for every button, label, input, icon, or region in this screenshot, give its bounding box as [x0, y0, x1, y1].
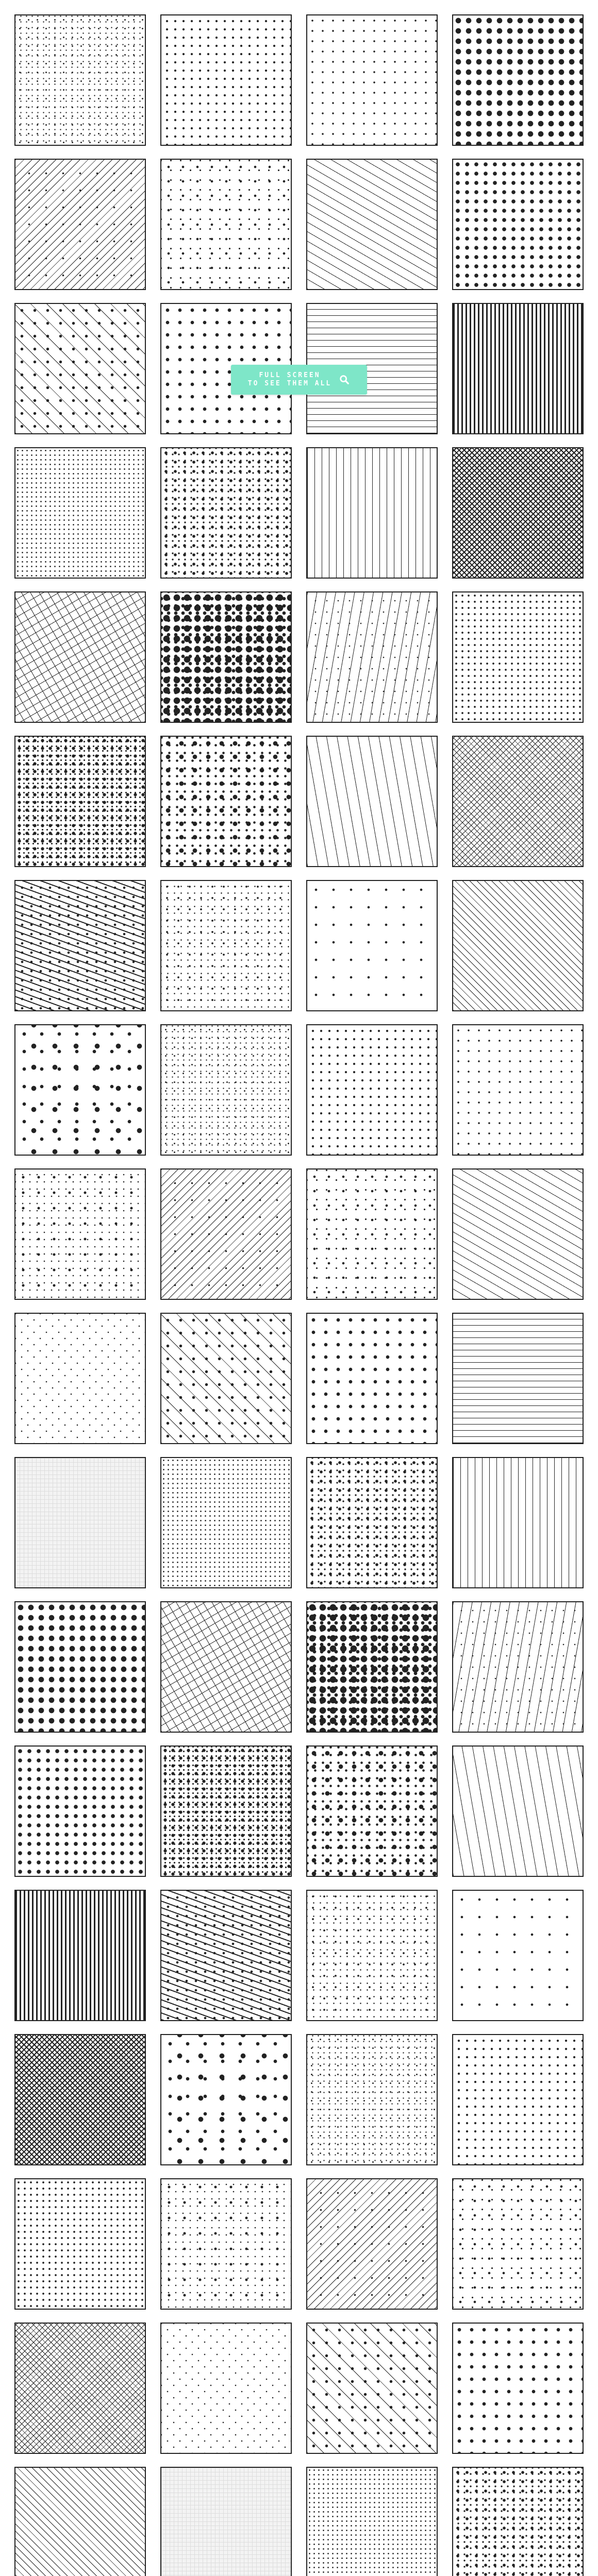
pattern-tile [14, 591, 146, 723]
full-screen-label-line2: TO SEE THEM ALL [247, 380, 332, 387]
pattern-tile [160, 1745, 292, 1877]
pattern-tile [306, 447, 438, 579]
pattern-tile [14, 447, 146, 579]
pattern-tile [452, 1601, 584, 1733]
pattern-tile [306, 1890, 438, 2021]
pattern-tile [452, 1457, 584, 1588]
pattern-tile [452, 1313, 584, 1444]
pattern-tile [452, 303, 584, 434]
pattern-tile [306, 1745, 438, 1877]
pattern-tile [452, 2178, 584, 2310]
pattern-tile [452, 2467, 584, 2576]
pattern-tile [452, 2323, 584, 2454]
pattern-tile [14, 1601, 146, 1733]
pattern-tile [14, 1745, 146, 1877]
pattern-tile [160, 1024, 292, 1156]
pattern-tile [452, 447, 584, 579]
pattern-tile [306, 1313, 438, 1444]
pattern-tile [160, 880, 292, 1011]
pattern-tile [160, 1890, 292, 2021]
pattern-tile [452, 1745, 584, 1877]
pattern-tile [306, 880, 438, 1011]
pattern-tile [14, 1890, 146, 2021]
pattern-tile [14, 2034, 146, 2165]
pattern-tile [452, 14, 584, 146]
pattern-tile [14, 736, 146, 867]
pattern-tile [160, 159, 292, 290]
pattern-tile [14, 880, 146, 1011]
pattern-tile [306, 591, 438, 723]
pattern-tile [160, 736, 292, 867]
pattern-tile [160, 591, 292, 723]
pattern-tile [306, 14, 438, 146]
pattern-tile [452, 591, 584, 723]
pattern-tile [452, 1024, 584, 1156]
pattern-tile [306, 1457, 438, 1588]
pattern-tile [306, 1601, 438, 1733]
pattern-tile [160, 1601, 292, 1733]
pattern-tile [306, 2178, 438, 2310]
full-screen-label [248, 371, 331, 388]
pattern-tile [14, 1168, 146, 1300]
magnifier-icon [339, 374, 350, 385]
pattern-tile [160, 2178, 292, 2310]
pattern-grid [14, 14, 584, 2576]
pattern-tile [160, 1457, 292, 1588]
pattern-tile [452, 736, 584, 867]
pattern-tile [160, 2323, 292, 2454]
pattern-tile [452, 1168, 584, 1300]
full-screen-label-line1: FULL SCREEN [259, 371, 321, 379]
pattern-tile [14, 14, 146, 146]
full-screen-button[interactable] [231, 365, 367, 395]
pattern-tile [160, 14, 292, 146]
pattern-tile [160, 447, 292, 579]
pattern-tile [160, 2467, 292, 2576]
pattern-tile [14, 159, 146, 290]
pattern-tile [306, 159, 438, 290]
pattern-tile [306, 2323, 438, 2454]
pattern-tile [14, 1457, 146, 1588]
pattern-tile [306, 2034, 438, 2165]
pattern-tile [306, 2467, 438, 2576]
pattern-tile [306, 736, 438, 867]
pattern-tile [306, 1168, 438, 1300]
pattern-tile [160, 1313, 292, 1444]
pattern-tile [160, 2034, 292, 2165]
pattern-tile [306, 1024, 438, 1156]
pattern-tile [14, 303, 146, 434]
pattern-tile [452, 159, 584, 290]
pattern-tile [160, 1168, 292, 1300]
pattern-tile [14, 1024, 146, 1156]
pattern-tile [452, 1890, 584, 2021]
pattern-tile [452, 2034, 584, 2165]
pattern-tile [452, 880, 584, 1011]
pattern-tile [14, 2467, 146, 2576]
pattern-tile [14, 2178, 146, 2310]
pattern-tile [14, 2323, 146, 2454]
pattern-tile [14, 1313, 146, 1444]
